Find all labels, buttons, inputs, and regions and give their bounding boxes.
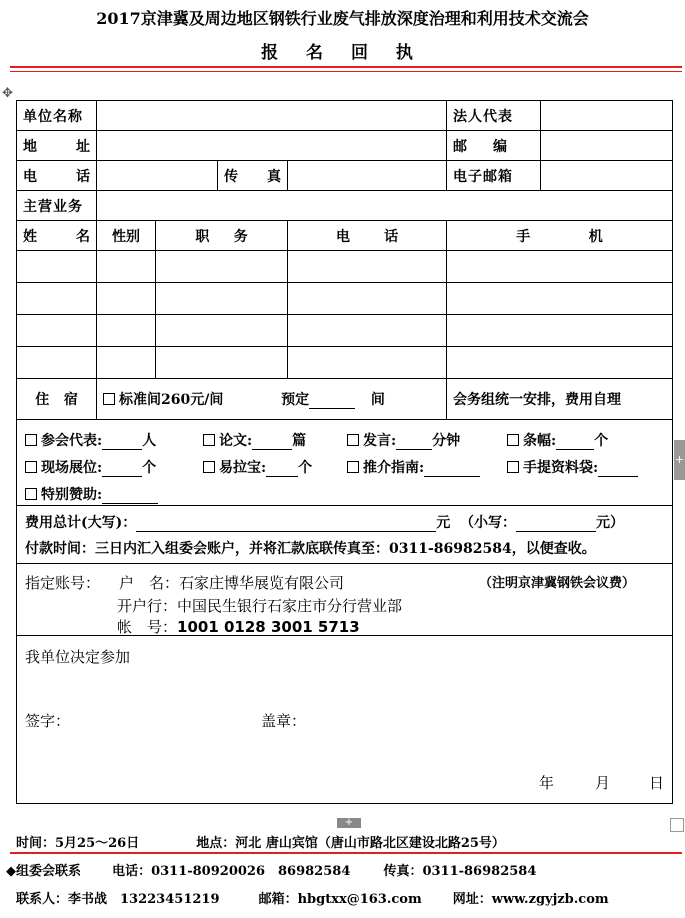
sign-label: 签字： xyxy=(25,712,71,730)
account-number-line: 帐 号：1001 0128 3001 5713 xyxy=(117,618,360,636)
col-name-header: 姓 名 xyxy=(17,221,97,251)
red-divider-bottom xyxy=(10,71,682,72)
phone-field[interactable] xyxy=(97,161,218,191)
lodging-options xyxy=(97,379,447,420)
attendee-position-cell[interactable] xyxy=(156,315,288,347)
attendee-row xyxy=(17,251,673,283)
registration-form xyxy=(16,100,673,804)
footer-contact-line xyxy=(6,860,536,879)
attendee-name-cell[interactable] xyxy=(17,283,97,315)
contact-website[interactable]: 网址：www.zgyjzb.com xyxy=(452,892,609,907)
footer-contact-person-line xyxy=(16,888,609,907)
contact-person: 联系人：李书战 13223451219 xyxy=(16,892,220,907)
option-paper[interactable]: 论文: 篇 xyxy=(203,430,306,450)
month-label: 月 xyxy=(595,774,611,792)
footer-red-divider xyxy=(10,852,682,854)
option-sponsor[interactable]: 特别赞助: xyxy=(25,484,158,504)
payment-time: 付款时间：三日内汇入组委会账户，并将汇款底联传真至：0311-86982584，以便查收。 xyxy=(25,541,596,557)
room-type-checkbox[interactable] xyxy=(103,393,115,405)
attendee-gender-cell[interactable] xyxy=(97,283,156,315)
fee-total-line: 费用总计(大写)： 元 （小写： 元） xyxy=(25,515,624,531)
bank-line: 开户行：中国民生银行石家庄市分行营业部 xyxy=(117,597,403,615)
fee-number-field[interactable] xyxy=(516,531,596,532)
legal-rep-field[interactable] xyxy=(541,101,673,131)
attendee-name-cell[interactable] xyxy=(17,315,97,347)
committee-phone: 电话：0311-80920026 86982584 xyxy=(112,864,351,879)
committee-label: ◆组委会联系 xyxy=(6,864,81,879)
phone-label: 电 话 xyxy=(17,161,97,191)
attendee-position-cell[interactable] xyxy=(156,283,288,315)
holder-line: 户 名：石家庄博华展览有限公司 xyxy=(119,574,345,592)
address-label: 地 址 xyxy=(17,131,97,161)
attendee-mobile-cell[interactable] xyxy=(447,251,673,283)
fee-words-field[interactable] xyxy=(136,531,436,532)
attendee-mobile-cell[interactable] xyxy=(447,315,673,347)
reserve-count-field[interactable] xyxy=(309,408,355,409)
red-divider-top xyxy=(10,66,682,68)
option-rollup[interactable]: 易拉宝: 个 xyxy=(203,457,312,477)
year-label: 年 xyxy=(539,774,555,792)
option-bag[interactable]: 手提资料袋: xyxy=(507,457,638,477)
event-time: 时间：5月25～26日 xyxy=(16,836,140,851)
option-delegates[interactable]: 参会代表: 人 xyxy=(25,430,156,450)
attendee-phone-cell[interactable] xyxy=(288,251,447,283)
attendee-gender-cell[interactable] xyxy=(97,315,156,347)
attendee-row xyxy=(17,315,673,347)
table-resize-handle[interactable] xyxy=(670,818,684,832)
attendee-phone-cell[interactable] xyxy=(288,283,447,315)
decision-section xyxy=(17,636,673,804)
footer-time-line xyxy=(16,832,505,851)
unit-name-field[interactable] xyxy=(97,101,447,131)
form-subtitle: 报 名 回 执 xyxy=(261,43,424,63)
postcode-label: 邮 编 xyxy=(447,131,541,161)
seal-label: 盖章： xyxy=(261,712,307,730)
decision-text: 我单位决定参加 xyxy=(25,648,131,666)
attendee-phone-cell[interactable] xyxy=(288,315,447,347)
fax-field[interactable] xyxy=(288,161,447,191)
attendee-mobile-cell[interactable] xyxy=(447,283,673,315)
attendee-mobile-cell[interactable] xyxy=(447,347,673,379)
col-position-header: 职 务 xyxy=(156,221,288,251)
business-label: 主营业务 xyxy=(17,191,97,221)
option-booth[interactable]: 现场展位: 个 xyxy=(25,457,156,477)
event-place: 地点：河北 唐山宾馆（唐山市路北区建设北路25号） xyxy=(196,836,505,851)
committee-fax: 传真：0311-86982584 xyxy=(383,864,537,879)
email-field[interactable] xyxy=(541,161,673,191)
attendee-row xyxy=(17,283,673,315)
col-phone-header: 电 话 xyxy=(288,221,447,251)
fee-section xyxy=(17,506,673,564)
participation-options xyxy=(17,420,673,506)
contact-email: 邮箱：hbgtxx@163.com xyxy=(258,892,422,907)
add-row-handle[interactable]: + xyxy=(337,818,361,828)
business-field[interactable] xyxy=(97,191,673,221)
side-expand-handle[interactable]: + xyxy=(674,440,685,480)
option-banner[interactable]: 条幅: 个 xyxy=(507,430,608,450)
lodging-note: 会务组统一安排，费用自理 xyxy=(447,379,673,420)
address-field[interactable] xyxy=(97,131,447,161)
reserve-unit: 间 xyxy=(370,392,385,408)
account-label: 指定账号： xyxy=(25,574,101,592)
attendee-gender-cell[interactable] xyxy=(97,251,156,283)
table-move-handle-icon[interactable]: ✥ xyxy=(2,86,13,101)
attendee-name-cell[interactable] xyxy=(17,251,97,283)
attendee-position-cell[interactable] xyxy=(156,347,288,379)
postcode-field[interactable] xyxy=(541,131,673,161)
room-type-label: 标准间260元/间 xyxy=(119,392,224,408)
col-mobile-header: 手 机 xyxy=(447,221,673,251)
attendee-phone-cell[interactable] xyxy=(288,347,447,379)
col-gender-header: 性别 xyxy=(97,221,156,251)
attendee-name-cell[interactable] xyxy=(17,347,97,379)
day-label: 日 xyxy=(649,774,665,792)
lodging-label: 住 宿 xyxy=(17,379,97,420)
account-note: （注明京津冀钢铁会议费） xyxy=(479,576,636,591)
email-label: 电子邮箱 xyxy=(447,161,541,191)
reserve-label: 预定 xyxy=(281,392,310,408)
attendee-position-cell[interactable] xyxy=(156,251,288,283)
option-speech[interactable]: 发言: 分钟 xyxy=(347,430,460,450)
attendee-gender-cell[interactable] xyxy=(97,347,156,379)
fax-label: 传 真 xyxy=(218,161,288,191)
event-title: 2017京津冀及周边地区钢铁行业废气排放深度治理和利用技术交流会 xyxy=(96,9,589,28)
legal-rep-label: 法人代表 xyxy=(447,101,541,131)
account-section xyxy=(17,564,673,636)
attendee-row xyxy=(17,347,673,379)
unit-name-label: 单位名称 xyxy=(17,101,97,131)
option-guide[interactable]: 推介指南: xyxy=(347,457,480,477)
